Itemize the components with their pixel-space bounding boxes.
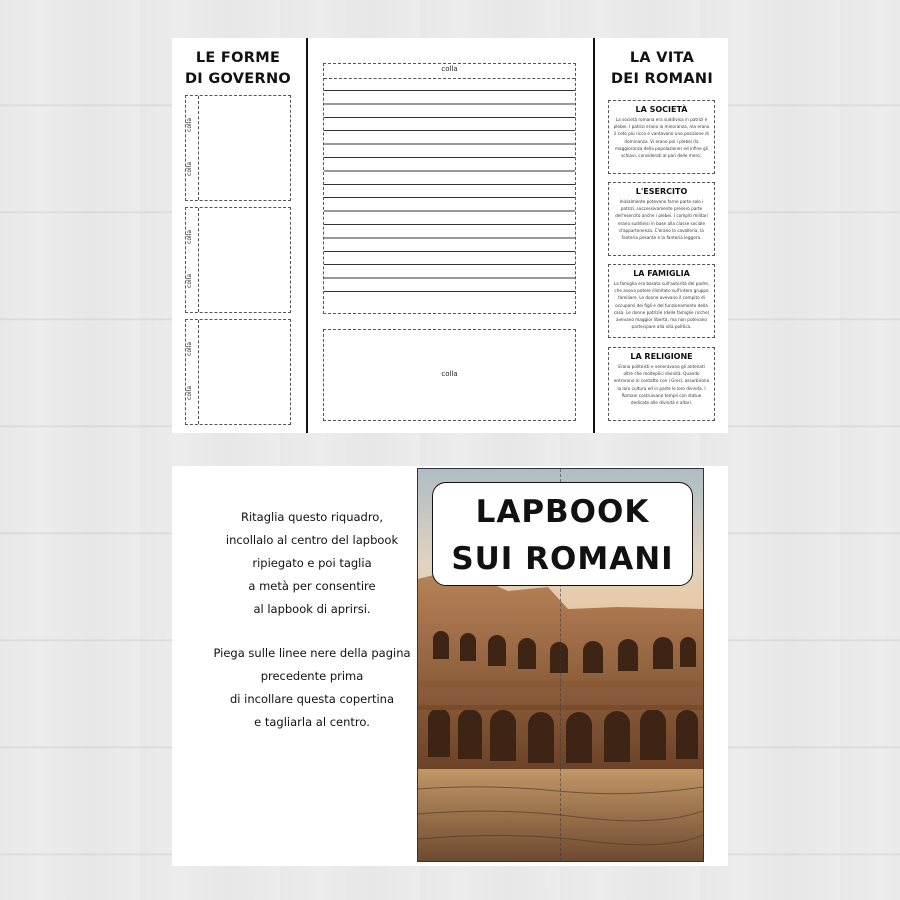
cover-title-line-2: SUI ROMANI: [451, 541, 674, 577]
cover-title-box: [432, 482, 693, 586]
government-flap-2: [185, 207, 291, 313]
instruction-line: precedente prima: [260, 669, 364, 683]
army-heading: L'ESERCITO: [635, 187, 688, 196]
left-fold-line: [306, 38, 308, 433]
army-text: Inizialmente potevano farne parte solo i patrizi, successivamente presero parte dell'esercito anche i plebei. I compiti militari erano suddivisi in base alla classe sociale d'appartenenza. C'erano la cavalleria, la fanteria pesante e la fanteria leggera.: [615, 199, 708, 241]
cover-photo-colosseum: [417, 468, 704, 862]
cover-title-line-1: LAPBOOK: [475, 494, 650, 530]
glue-label: colla: [186, 342, 193, 356]
glue-label: colla: [186, 162, 193, 176]
writing-lines: [324, 90, 575, 304]
society-heading: LA SOCIETÀ: [635, 105, 688, 114]
government-flap-3: [185, 319, 291, 425]
right-title-line-1: LA VITA: [629, 50, 695, 66]
glue-label: colla: [441, 370, 458, 378]
army-card: [608, 182, 715, 256]
instruction-line: incollalo al centro del lapbook: [225, 533, 399, 547]
instructions: [192, 506, 432, 734]
right-fold-line: [593, 38, 595, 433]
glue-label: colla: [186, 274, 193, 288]
right-title-line-2: DEI ROMANI: [610, 71, 714, 87]
blank-glue-box: [323, 329, 576, 421]
glue-label: colla: [186, 230, 193, 244]
instruction-line: ripiegato e poi taglia: [252, 556, 372, 570]
instruction-line: e tagliarla al centro.: [254, 715, 370, 729]
right-column-title: [600, 48, 724, 90]
family-heading: LA FAMIGLIA: [633, 269, 690, 278]
glue-label: colla: [186, 386, 193, 400]
glue-label: colla: [441, 65, 458, 73]
left-column-title: [180, 48, 296, 90]
religion-text: Erano politeisti e veneravano gli antenati oltre che molteplici divinità. Quando entrarono in contatto con i Greci, assorbirono la loro cultura ed in parte le loro divinità. I Romani costruivano templi con statue dedicate alle divinità e altari.: [613, 364, 710, 406]
lined-writing-box: [323, 63, 576, 314]
instruction-line: al lapbook di aprirsi.: [253, 602, 371, 616]
instruction-line: a metà per consentire: [248, 579, 376, 593]
instruction-line: Ritaglia questo riquadro,: [240, 510, 383, 524]
religion-heading: LA RELIGIONE: [630, 352, 693, 361]
government-flap-1: [185, 95, 291, 201]
society-card: [608, 100, 715, 174]
religion-card: [608, 347, 715, 421]
society-text: La società romana era suddivisa in patrizi e plebei. I patrizi erano la minoranza, ma erano il ceto più ricco e vantavano una posizione di dominanza. Vi erano poi i plebei (la maggioranza della popolazione) ed infine gli schiavi, considerati al pari delle merci.: [613, 117, 710, 159]
instruction-line: Piega sulle linee nere della pagina: [213, 646, 411, 660]
cover-sheet: [172, 466, 728, 866]
family-text: La famiglia era basata sull'autorità del padre, che aveva potere illimitato sull'intero gruppo familiare. Le donne avevano il compito di occuparsi dei figli e del funzionamento della casa. Le donne patrizie (delle famiglie ricche) avevano maggior libertà, ma non potevano partecipare alla vita politica.: [613, 281, 710, 330]
family-card: [608, 264, 715, 338]
glue-label: colla: [186, 118, 193, 132]
instruction-line: di incollare questa copertina: [229, 692, 394, 706]
left-title-line-2: DI GOVERNO: [184, 71, 292, 87]
left-title-line-1: LE FORME: [195, 50, 281, 66]
lapbook-template-sheet: [172, 38, 728, 433]
